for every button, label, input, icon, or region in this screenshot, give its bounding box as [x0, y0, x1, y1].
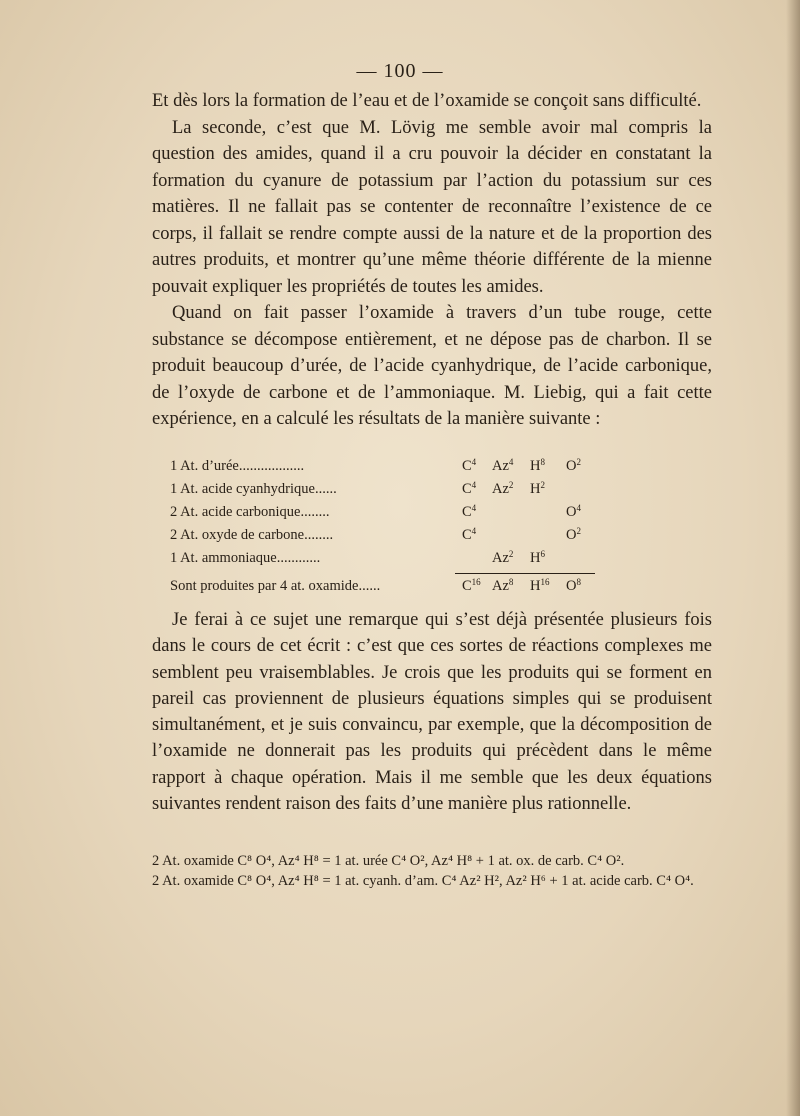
hydrogen-cell: $H^{16}$ — [530, 577, 550, 594]
carbon-cell: $C^{16}$ — [462, 577, 481, 594]
paragraph: La seconde, c’est que M. Lövig me semble avoir mal compris la question des amides, quand il a cru pouvoir la décider en constatant la formation du cyanure de potassium par l’action du potassium sur ces matières. Il ne fallait pas se contenter de reconnaître l’existence de ce corps, il fallait se rendre compte aussi de la nature et de la proportion des autres produits, et montrer qu’une même théorie différente de la mienne pouvait expliquer les propriétés de toutes les amides. — [152, 117, 712, 297]
row-label: 2 At. acide carbonique........ — [170, 504, 330, 520]
table-row — [170, 504, 600, 527]
reaction-table — [170, 457, 600, 594]
table-row — [170, 550, 600, 573]
carbon-cell: $C^4$ — [462, 480, 477, 497]
table-row — [170, 527, 600, 550]
paragraph: Je ferai à ce sujet une remarque qui s’est déjà présentée plusieurs fois dans le cours de cet écrit : c’est que ces sortes de réactions complexes me semblent peu vraisemblables. Je crois que les produits qui se forment en pareil cas proviennent de plusieurs équations simples qui se produisent simultanément, et je suis convaincu, par exemple, que la décomposition de l’oxamide ne donnerait pas les produits qui précèdent dans le même rapport à chaque opération. Mais il me semble que les deux équations suivantes rendent raison des faits d’une manière plus rationnelle. — [152, 610, 712, 815]
oxygen-cell: $O^8$ — [566, 577, 581, 594]
equation-line: 2 At. oxamide C⁸ O⁴, Az⁴ H⁸ = 1 at. urée C⁴ O², Az⁴ H⁸ + 1 at. ox. de carb. C⁴ O². — [152, 853, 625, 869]
table-total-row — [170, 578, 600, 601]
row-label: 1 At. acide cyanhydrique...... — [170, 481, 337, 497]
text-block-bottom — [152, 607, 712, 817]
carbon-cell: $C^4$ — [462, 526, 477, 543]
paragraph: Quand on fait passer l’oxamide à travers d’un tube rouge, cette substance se décompose entièrement, et ne dépose pas de charbon. Il se produit beaucoup d’urée, de l’acide cyanhydrique, de l’acide carbonique, de l’oxyde de carbone et de l’ammoniaque. M. Liebig, qui a fait cette expérience, en a calculé les résultats de la manière suivante : — [152, 303, 712, 429]
total-label: Sont produites par 4 at. oxamide...... — [170, 578, 381, 594]
equations — [152, 851, 712, 891]
azote-cell: Az$^2$ — [492, 549, 514, 566]
text-block-top — [152, 88, 712, 433]
row-label: 1 At. ammoniaque............ — [170, 550, 321, 566]
hydrogen-cell: $H^2$ — [530, 480, 545, 497]
hydrogen-cell: $H^8$ — [530, 457, 545, 474]
sum-rule — [455, 573, 595, 574]
oxygen-cell: $O^2$ — [566, 526, 581, 543]
oxygen-cell: $O^4$ — [566, 503, 581, 520]
page-number: — 100 — — [356, 60, 444, 82]
carbon-cell: $C^4$ — [462, 457, 477, 474]
azote-cell: Az$^8$ — [492, 577, 514, 594]
table-row — [170, 481, 600, 504]
azote-cell: Az$^2$ — [492, 480, 514, 497]
row-label: 1 At. d’urée.................. — [170, 458, 305, 474]
table-row — [170, 458, 600, 481]
carbon-cell: $C^4$ — [462, 503, 477, 520]
paragraph: Et dès lors la formation de l’eau et de l’oxamide se conçoit sans difficulté. — [152, 91, 702, 111]
equation-line: 2 At. oxamide C⁸ O⁴, Az⁴ H⁸ = 1 at. cyanh. d’am. C⁴ Az² H², Az² H⁶ + 1 at. acide carb. C⁴ O⁴. — [152, 873, 694, 889]
row-label: 2 At. oxyde de carbone........ — [170, 527, 334, 543]
hydrogen-cell: $H^6$ — [530, 549, 545, 566]
oxygen-cell: $O^2$ — [566, 457, 581, 474]
azote-cell: Az$^4$ — [492, 457, 514, 474]
